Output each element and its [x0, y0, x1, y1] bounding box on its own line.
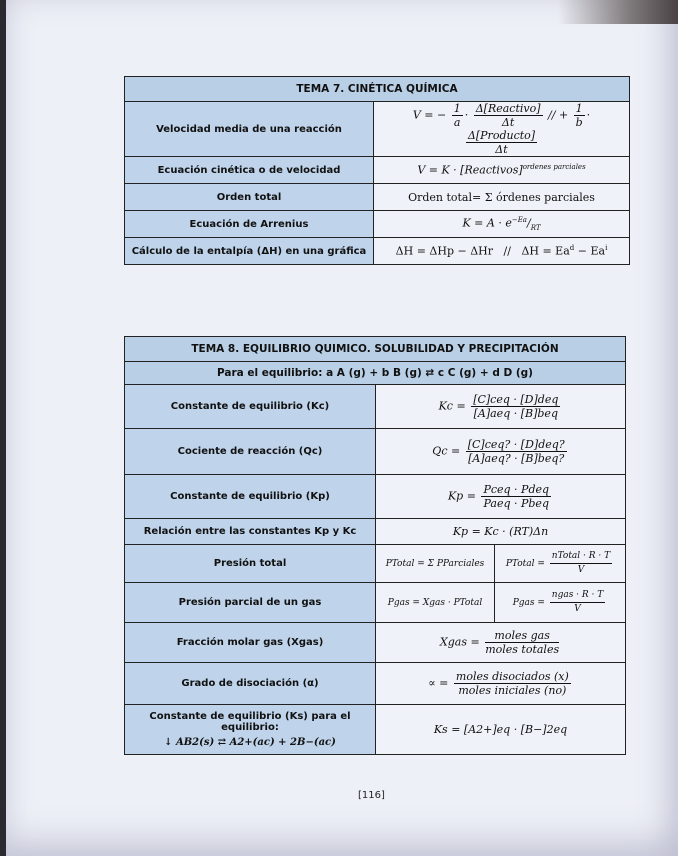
- entalpia-formula: ΔH = ΔHp − ΔHr // $\Delta H = Ea^d - Ea^i$: [374, 238, 630, 265]
- tema8-table: [124, 336, 626, 755]
- row-relacion-label: Relación entre las constantes Kp y Kc: [125, 519, 376, 545]
- alfa-formula: ∝ = $\frac{\text{moles disociados (x)}}{\text{moles iniciales (no)}}$: [376, 663, 626, 705]
- page-edge-shadow: [558, 0, 678, 24]
- row-qc-label: Cociente de reacción (Qc): [125, 429, 376, 475]
- row-entalpia-label: Cálculo de la entalpía (ΔH) en una gráfica: [125, 238, 374, 265]
- orden-formula: Orden total= Σ órdenes parciales: [374, 184, 630, 211]
- arrenius-formula: $K = A \cdot e^{-Ea}/_{RT}$: [374, 211, 630, 238]
- row-xgas-label: Fracción molar gas (Xgas): [125, 623, 376, 663]
- tema7-title: TEMA 7. CINÉTICA QUÍMICA: [125, 77, 630, 102]
- ecuacion-formula: V = K · [Reactivos]$^{ordenes parciales}$: [374, 157, 630, 184]
- row-ks-label: [125, 705, 376, 755]
- row-alfa-label: Grado de disociación (α): [125, 663, 376, 705]
- row-kc-label: Constante de equilibrio (Kc): [125, 385, 376, 429]
- pgas-fraction-formula: Pgas = Xgas · PTotal: [376, 583, 495, 623]
- kp-formula: Kp = $\frac{\text{Pceq · Pdeq}}{\text{Paeq · Pbeq}}$: [376, 475, 626, 519]
- row-velocidad-label: Velocidad media de una reacción: [125, 102, 374, 157]
- row-orden-label: Orden total: [125, 184, 374, 211]
- row-pgas-label: Presión parcial de un gas: [125, 583, 376, 623]
- ptotal-ideal-formula: PTotal = $\frac{\text{nTotal · R · T}}{V}$: [495, 545, 626, 583]
- ptotal-sum-formula: PTotal = Σ PParciales: [376, 545, 495, 583]
- ks-label-text: Constante de equilibrio (Ks) para el equilibrio:: [149, 711, 351, 733]
- row-kp-label: Constante de equilibrio (Kp): [125, 475, 376, 519]
- row-ptotal-label: Presión total: [125, 545, 376, 583]
- relacion-formula: Kp = Kc · (RT)Δn: [376, 519, 626, 545]
- kc-formula: Kc = $\frac{\text{[C]ceq · [D]deq}}{\text{[A]aeq · [B]beq}}$: [376, 385, 626, 429]
- row-arrenius-label: Ecuación de Arrenius: [125, 211, 374, 238]
- ks-equilibrium: ↓ AB2(s) ⇄ A2+(ac) + 2B−(ac): [164, 737, 336, 748]
- qc-formula: Qc = $\frac{\text{[C]ceq? · [D]deq?}}{\text{[A]aeq? · [B]beq?}}$: [376, 429, 626, 475]
- velocidad-formula: V = − $\frac{1}{a}$ · $\frac{\text{Δ[Reactivo]}}{\Delta t}$ // + $\frac{1}{b}$ · $\frac{\text{Δ[Producto]}}{\Delta t}$: [374, 102, 630, 157]
- ks-formula: Ks = [A2+]eq · [B−]2eq: [376, 705, 626, 755]
- book-page: [6, 0, 678, 856]
- pgas-ideal-formula: Pgas = $\frac{\text{ngas · R · T}}{V}$: [495, 583, 626, 623]
- row-ecuacion-label: Ecuación cinética o de velocidad: [125, 157, 374, 184]
- tema7-table: [124, 76, 630, 265]
- tema8-subtitle: Para el equilibrio: a A (g) + b B (g) ⇄ c C (g) + d D (g): [125, 362, 626, 385]
- tema8-title: TEMA 8. EQUILIBRIO QUIMICO. SOLUBILIDAD Y PRECIPITACIÓN: [125, 337, 626, 362]
- page-number: [116]: [358, 790, 385, 801]
- xgas-formula: Xgas = $\frac{\text{moles gas}}{\text{moles totales}}$: [376, 623, 626, 663]
